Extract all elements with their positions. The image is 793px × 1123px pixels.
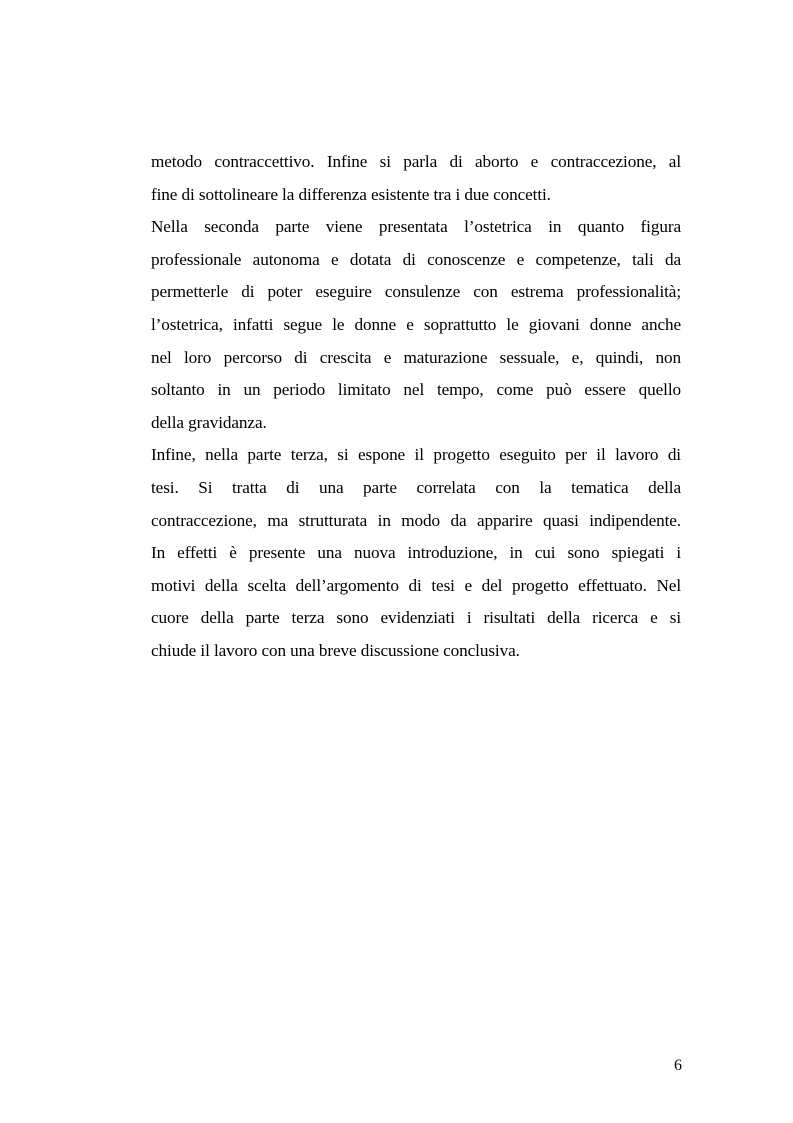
- text-line: Nella seconda parte viene presentata l’ostetrica in quanto figura: [151, 217, 681, 237]
- paragraph: [151, 146, 681, 211]
- paragraph: [151, 439, 681, 667]
- text-line: contraccezione, ma strutturata in modo da apparire quasi indipendente.: [151, 510, 681, 530]
- paragraph: [151, 211, 681, 439]
- text-line: Infine, nella parte terza, si espone il progetto eseguito per il lavoro di: [151, 445, 681, 465]
- text-line: In effetti è presente una nuova introduzione, in cui sono spiegati i: [151, 543, 681, 563]
- text-line: l’ostetrica, infatti segue le donne e soprattutto le giovani donne anche: [151, 314, 681, 334]
- text-line: metodo contraccettivo. Infine si parla di aborto e contraccezione, al: [151, 152, 681, 171]
- text-line: cuore della parte terza sono evidenziati i risultati della ricerca e si: [151, 608, 681, 628]
- text-line: permetterle di poter eseguire consulenze con estrema professionalità;: [151, 282, 681, 302]
- text-line: motivi della scelta dell’argomento di tesi e del progetto effettuato. Nel: [151, 575, 681, 595]
- text-line: tesi. Si tratta di una parte correlata con la tematica della: [151, 477, 681, 497]
- page-number: 6: [674, 1057, 682, 1074]
- text-line: fine di sottolineare la differenza esistente tra i due concetti.: [151, 184, 551, 204]
- body-text: [151, 146, 681, 668]
- text-line: soltanto in un periodo limitato nel tempo, come può essere quello: [151, 380, 681, 400]
- text-line: della gravidanza.: [151, 412, 267, 432]
- text-line: chiude il lavoro con una breve discussione conclusiva.: [151, 640, 520, 660]
- text-line: professionale autonoma e dotata di conoscenze e competenze, tali da: [151, 249, 681, 269]
- text-line: nel loro percorso di crescita e maturazione sessuale, e, quindi, non: [151, 347, 681, 367]
